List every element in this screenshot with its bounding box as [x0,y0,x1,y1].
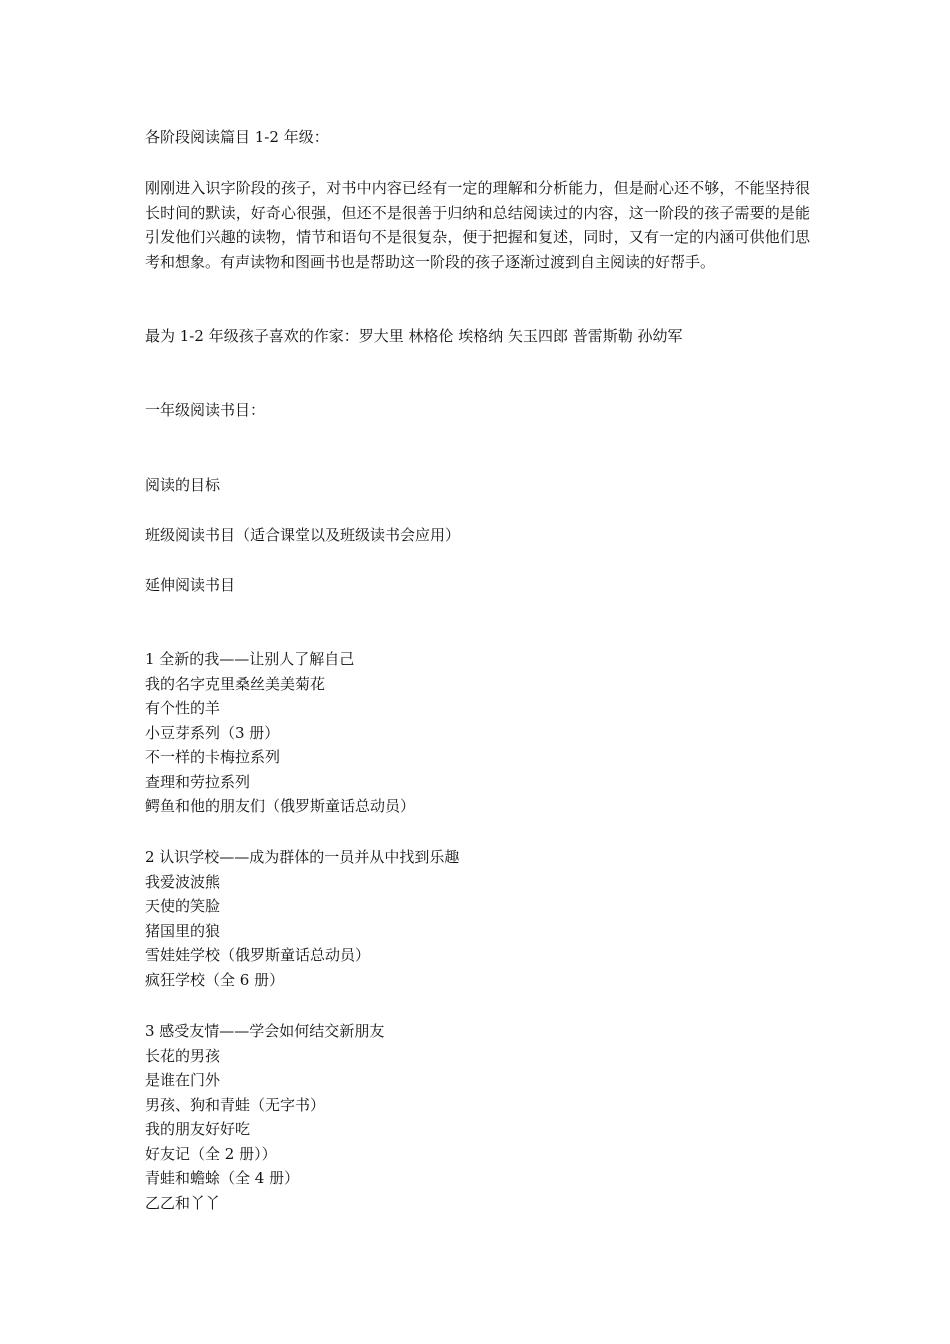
book-item: 天使的笑脸 [145,897,221,915]
grade1-title: 一年级阅读书目： [145,401,266,419]
book-item: 我的名字克里桑丝美美菊花 [145,674,326,693]
book-item: 长花的男孩 [145,1046,221,1065]
book-item: 猪国里的狼 [145,921,221,940]
section-label-goals: 阅读的目标 [145,476,221,494]
book-item: 好友记（全 2 册）） [145,1144,277,1163]
book-item: 是谁在门外 [145,1071,221,1089]
book-item: 我的朋友好好吃 [145,1120,251,1138]
favorite-authors: 最为 1-2 年级孩子喜欢的作家：罗大里 林格伦 埃格纳 矢玉四郎 普雷斯勒 孙幼军 [145,327,683,345]
book-item: 疯狂学校（全 6 册） [145,970,285,989]
book-item: 鳄鱼和他的朋友们（俄罗斯童话总动员） [145,797,416,815]
theme-2 [145,845,459,992]
book-item: 青蛙和蟾蜍（全 4 册） [145,1169,300,1187]
section-label-extended-reading: 延伸阅读书目 [145,576,236,594]
theme-3 [145,1019,384,1215]
theme-title: 3 感受友情——学会如何结交新朋友 [145,1022,385,1040]
theme-title: 1 全新的我——让别人了解自己 [145,650,355,668]
book-item: 不一样的卡梅拉系列 [145,748,281,766]
book-item: 我爱波波熊 [145,872,221,891]
section-label-class-reading: 班级阅读书目（适合课堂以及班级读书会应用） [145,526,461,544]
book-item: 查理和劳拉系列 [145,772,251,791]
intro-paragraph: 刚刚进入识字阶段的孩子，对书中内容已经有一定的理解和分析能力，但是耐心还不够，不能坚持很长时间的默读，好奇心很强，但还不是很善于归纳和总结阅读过的内容，这一阶段的孩子需要的是能引发他们兴趣的读物，情节和语句不是很复杂，便于把握和复述，同时，又有一定的内涵可供他们思考和想象。有声读物和图画书也是帮助这一阶段的孩子逐渐过渡到自主阅读的好帮手。 [145,179,810,271]
document-heading: 各阶段阅读篇目 1-2 年级： [145,128,329,146]
book-item: 男孩、狗和青蛙（无字书） [145,1095,326,1114]
book-item: 小豆芽系列（3 册） [145,723,280,742]
theme-title: 2 认识学校——成为群体的一员并从中找到乐趣 [145,848,460,866]
book-item: 乙乙和丫丫 [145,1193,221,1212]
book-item: 雪娃娃学校（俄罗斯童话总动员） [145,946,371,964]
book-item: 有个性的羊 [145,699,221,717]
theme-1 [145,647,415,819]
